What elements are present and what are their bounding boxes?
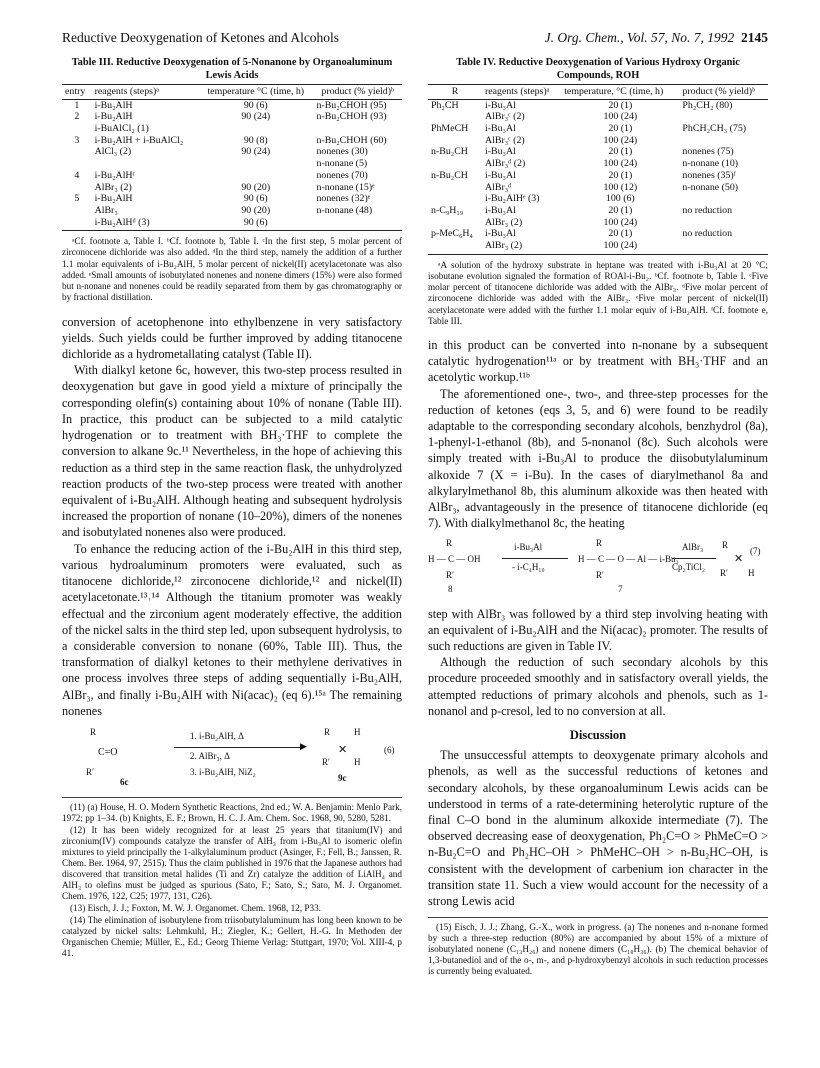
table3-cell: AlBr₃ (2) (94, 181, 132, 193)
table4-row (428, 182, 768, 194)
eq6-arrow (174, 747, 304, 748)
table3-cell (198, 158, 313, 170)
table3 (62, 84, 402, 231)
table4-cell: 100 (24) (561, 240, 679, 254)
table3-cell: i-Bu₂AlH (94, 111, 133, 123)
reference: (12) It has been widely recognized for at least 25 years that titanium(IV) and zirconium(IV) compounds catalyze the transfer of AlH₃ from i-Bu₃Al to isomeric olefin mixtures to yield principally the 1-alkylaluminum product (Asinger, F.; Fell, B.; Janssen, R. Chem. Ber. 1964, 97, 2515). Thus the claim published in 1976 that the Japanese authors had discovered that transition metal halides (Ti and Zr) catalyze the addition of LiAlH₄ and AlH₃ to olefins must be judged as spurious (Sato, F.; Sato, S.; Sato, M. J. Organomet. Chem. 1976, 122, C25; 1977, 131, C26). (62, 825, 402, 902)
table3-cell: 90 (6) (198, 217, 313, 231)
eq7-prod-h: H (748, 567, 755, 578)
table4-cell: AlBr₃ (2) (484, 216, 523, 228)
table4-cell: n-Bu₂CH (431, 146, 468, 158)
table4-cell: p-MeC₆H₄ (431, 228, 473, 240)
table3-cell (62, 217, 92, 231)
table3-cell: i-Bu₂AlH (94, 193, 133, 205)
equation-6 (62, 725, 402, 789)
paragraph: step with AlBr₃ was followed by a third step involving heating with an equivalent of i-Bu₂AlH and the Ni(acac)₂ promoter. The results of such reductions are given in Table IV. (428, 606, 768, 653)
table4-cell: i-Bu₃Al (484, 123, 516, 135)
table3-cell: 90 (6) (243, 99, 268, 111)
table3-cell (313, 123, 402, 135)
eq7-r-mid: R (596, 537, 603, 548)
table4-cell: nonenes (35)ᶠ (682, 169, 736, 181)
eq6-rp-label: R′ (86, 767, 94, 778)
eq6-r-label: R (90, 727, 97, 738)
table3-cell (62, 158, 92, 170)
reference: (11) (a) House, H. O. Modern Synthetic Reactions, 2nd ed.; W. A. Benjamin: Menlo Park, 1972; pp 1–34. (b) Knights, E. F.; Brown, H. C. J. Am. Chem. Soc. 1968, 90, 5280, 5281. (62, 802, 402, 824)
eq6-prod-center: ✕ (338, 744, 348, 757)
table4-cell (679, 135, 768, 147)
table4-cell: i-Bu₃Al (484, 146, 516, 158)
table4-cell: AlBr₃ᶜ (2) (484, 111, 525, 123)
reference: (15) Eisch, J. J.; Zhang, G.-X., work in progress. (a) The nonenes and n-nonane formed by such a three-step reduction (80%) are accompanied by about 15% of a mixture of isobutylated nonene (C₁₃H₂₆) and nonene dimers (C₁₈H₃₆). (b) The chemical behavior of 1,3-butanediol and of the o-, m-, and p-hydroxybenzyl alcohols in such reduction processes is currently being evaluated. (428, 922, 768, 977)
table4-cell (428, 158, 482, 170)
table3-cell (62, 205, 92, 217)
table3-row (62, 99, 402, 111)
eq7-cond1b: - i-C₄H₁₀ (512, 561, 545, 572)
page-number: 2145 (741, 30, 768, 45)
table4-cell (679, 217, 768, 229)
eq7-arrow2 (672, 558, 716, 559)
reference: (14) The elimination of isobutylene from triisobutylaluminum has long been known to be catalyzed by nickel salts: Lehmkuhl, H.; Ziegler, K.; Gellert, H.-G. In Methoden der Organischen Chemie; Müller, E., Ed.; Georg Thieme Verlag: Stuttgart, 1970; Vol. XIII-4, p 41. (62, 915, 402, 959)
table3-cell: 1 (74, 99, 80, 111)
table3-footnote: ᵃCf. footnote a, Table I. ᵇCf. footnote b, Table I. ᶜIn the first step, 5 molar percent of zirconocene dichloride was also added. ᵈIn the third step, namely the addition of a further 1.1 molar equivalents of i-Bu₂AlH, 5 molar percent of nickel(II) acetylacetonate was also added. ᵉSmall amounts of isobutylated nonenes and nonene dimers (15%) were also formed but n-nonane and nonenes could be readily separated from them by gas chromatography or by fractional distillation. (62, 236, 402, 303)
eq7-rp-bottom: R′ (446, 569, 454, 580)
table4-cell (428, 182, 482, 194)
table4-cell (679, 111, 768, 123)
table4-cell (428, 193, 482, 205)
eq6-carbonyl: C=O (98, 747, 118, 759)
table4-caption: Table IV. Reductive Deoxygenation of Various Hydroxy Organic Compounds, ROH (456, 57, 740, 81)
table4-header: product (% yield)ᵇ (679, 85, 768, 100)
table3-cell: 5 (74, 193, 80, 205)
table4-cell: 20 (1) (608, 169, 633, 181)
paragraph: The aforementioned one-, two-, and three-step processes for the reduction of ketones (eqs 3, 5, and 6) were found to be readily adaptable to the corresponding secondary alcohols, benzhydrol (8a), 1-phenyl-1-ethanol (8b), and 5-nonanol (8c). Such alcohols were simply treated with i-Bu₃Al to produce the diisobutylaluminum alkoxide 7 (X = i-Bu). In the cases of diarylmethanol 8a and alkylarylmethanol 8b, this aluminum alkoxide was then heated with AlBr₃, advantageously in the presence of titanocene dichloride (eq 7). With dialkylmethanol 8c, the heating (428, 386, 768, 531)
journal-citation: J. Org. Chem., Vol. 57, No. 7, 1992 2145 (544, 30, 768, 45)
table3-cell: 90 (6) (243, 193, 268, 205)
table4-cell (428, 135, 482, 147)
table3-row (62, 146, 402, 158)
table3-cell: 3 (74, 134, 80, 146)
table4-cell: n-nonane (10) (682, 158, 739, 170)
table4-cell: 20 (1) (608, 99, 633, 111)
table4-row (428, 146, 768, 158)
table4-cell: i-Bu₃Al (484, 99, 516, 111)
table4-cell: 20 (1) (608, 123, 633, 135)
table3-cell: AlBr₃ (94, 204, 118, 216)
paragraph: To enhance the reducing action of the i-Bu₂AlH in this third step, various hydroaluminum promoters were evaluated, such as titanocene dichloride,¹² zirconocene dichloride,¹² and nickel(II) acetylacetonate.¹³˒¹⁴ Although the titanium promoter was weakly effectual and the zirconium agent moderately effective, the addition of the nickel salts in the third step led, upon subsequent hydrolysis, to a considerable conversion to nonane (60%, Table III). Thus, the transformation of dialkyl ketones to their methylene derivatives in one process involves three steps of adding sequentially i-Bu₂AlH, AlBr₃, and finally i-Bu₂AlH with Ni(acac)₂ (eq 6).¹⁵ᵃ The remaining nonenes (62, 541, 402, 718)
table4-cell: n-nonane (50) (682, 181, 739, 193)
table3-cell: 90 (8) (243, 134, 268, 146)
table3-caption: Table III. Reductive Deoxygenation of 5-Nonanone by Organoaluminum Lewis Acids (71, 57, 393, 81)
table4-header: temperature, °C (time, h) (561, 85, 679, 100)
table3-cell: 90 (24) (241, 111, 271, 123)
table3-cell (62, 182, 92, 194)
table4-cell: 100 (24) (603, 158, 638, 170)
table3-row (62, 123, 402, 135)
table3-row (62, 111, 402, 123)
table3-header: product (% yield)ᵇ (313, 85, 402, 100)
table4-cell (428, 111, 482, 123)
table4-cell: n-Bu₂CH (431, 169, 468, 181)
eq7-alkoxide: H — C — O — Al — i-Bu₂ (578, 553, 679, 564)
left-column (62, 56, 402, 960)
right-references (428, 917, 768, 977)
table3-cell (62, 123, 92, 135)
table3-cell (92, 158, 199, 170)
table3-header: reagents (steps)ᵃ (92, 85, 199, 100)
table3-cell: n-Bu₂CHOH (60) (316, 134, 387, 146)
left-references (62, 797, 402, 959)
right-body-text-2 (428, 606, 768, 720)
table4-cell: no reduction (682, 204, 733, 216)
eq7-rp-mid: R′ (596, 569, 604, 580)
table4-cell (679, 240, 768, 254)
paragraph: With dialkyl ketone 6c, however, this two-step process resulted in deoxygenation but gave in good yield a mixture of principally the corresponding olefin(s) containing about 10% of nonane (Table III). In practice, this product can be subjected to a mild catalytic hydrogenation or to treatment with BH₃·THF to complete the conversion to alkane 9c.¹¹ Nevertheless, in the hope of achieving this reduction as a third step in the same reaction flask, the unhydrolyzed reaction products of the two-step process were treated with another equivalent of i-Bu₂AlH. Although heating and subsequent hydrolysis increased the proportion of nonane (10–20%), dimers of the nonenes and isobutylated nonenes also were produced. (62, 363, 402, 540)
table3-cell: i-Bu₂AlH (94, 99, 133, 111)
table4-cell: 20 (1) (608, 204, 633, 216)
table3-cell: 2 (74, 111, 80, 123)
table3-cell: n-nonane (5) (316, 158, 368, 170)
eq7-arrow1 (502, 558, 568, 559)
table3-row (62, 158, 402, 170)
table4-row (428, 193, 768, 205)
table4-cell (679, 193, 768, 205)
eq6-number: (6) (384, 745, 395, 756)
table3-cell: AlCl₃ (2) (94, 146, 132, 158)
eq7-cond2: AlBr₃ (682, 541, 704, 552)
table3-cell: i-Bu₂AlH + i-BuAlCl₂ (94, 134, 184, 146)
right-column (428, 56, 768, 978)
table4-cell: 100 (24) (603, 134, 638, 146)
table3-row (62, 182, 402, 194)
table4-cell: n-C₉H₁₉ (431, 204, 464, 216)
table4-row (428, 111, 768, 123)
table3-cell: nonenes (70) (316, 169, 368, 181)
table3-cell: n-Bu₂CHOH (95) (316, 99, 387, 111)
table3-cell: 90 (20) (241, 181, 271, 193)
eq7-r-top: R (446, 537, 453, 548)
paragraph: Although the reduction of such secondary alcohols by this procedure proceeded smoothly and in satisfactory overall yields, the attempted reductions of primary alcohols and phenols, such as 1-nonanol and p-cresol, led to no conversion at all. (428, 655, 768, 718)
table3-cell (198, 123, 313, 135)
table3-cell: 90 (24) (241, 146, 271, 158)
table4-header: reagents (steps)ᵃ (482, 85, 561, 100)
eq7-prod-rp: R′ (720, 567, 728, 578)
paragraph: conversion of acetophenone into ethylbenzene in very satisfactory yields. Such yields could be further improved by adding titanocene dichloride as a hydrometallating catalyst (Table II). (62, 314, 402, 361)
table4-row (428, 170, 768, 182)
eq7-cond2b: Cp₂TiCl₂ (672, 561, 705, 572)
table4-cell: i-Bu₃Al (484, 169, 516, 181)
eq6-prod-h2: H (354, 757, 361, 768)
eq7-label-7: 7 (618, 583, 623, 594)
table4-row (428, 228, 768, 240)
eq6-condition: 1. i-Bu₂AlH, Δ (190, 731, 244, 742)
table4-cell: AlBr₃ᵈ (2) (484, 158, 526, 170)
table3-cell: 4 (74, 169, 80, 181)
table3-cell: i-BuAlCl₂ (1) (94, 123, 149, 135)
table4-row (428, 99, 768, 111)
table4-cell: Ph₂CH (431, 99, 459, 111)
eq6-start-label: 6c (120, 777, 129, 788)
table3-cell (62, 146, 92, 158)
table3-header: entry (62, 85, 92, 100)
table4-cell: i-Bu₃Al (484, 228, 516, 240)
discussion-body (428, 747, 768, 909)
table4-cell: 100 (24) (603, 216, 638, 228)
table3-row (62, 135, 402, 147)
table3-cell: i-Bu₂AlHᶜ (94, 169, 136, 181)
table3-header: temperature °C (time, h) (198, 85, 313, 100)
table3-cell: i-Bu₂AlHᵈ (3) (92, 217, 199, 231)
paragraph: in this product can be converted into n-nonane by a subsequent catalytic hydrogenation¹¹ᵃ or by treatment with BH₃·THF and an acetolytic workup.¹¹ᵇ (428, 337, 768, 385)
table4-footnote: ᵃA solution of the hydroxy substrate in heptane was treated with i-Bu₃Al at 20 °C; isobutane evolution signaled the formation of ROAl-i-Bu₂. ᵇCf. footnote b, Table I. ᶜFive molar percent of titanocene dichloride was added with the AlBr₃. ᵈFive molar percent of zirconocene dichloride was added with the AlBr₃. ᵉFive molar percent of nickel(II) acetylacetonate were added with the further 1.1 molar equiv of i-Bu₂AlH. ᶠCf. footnote e, Table III. (428, 259, 768, 326)
table3-cell: 90 (20) (241, 204, 271, 216)
eq6-condition: 3. i-Bu₂AlH, NiZ₂ (190, 767, 256, 778)
eq6-condition: 2. AlBr₃, Δ (190, 751, 230, 762)
table4-cell: 100 (6) (605, 193, 635, 205)
table3-row (62, 217, 402, 231)
reference: (13) Eisch, J. J.; Foxton, M. W. J. Organomet. Chem. 1968, 12, P33. (70, 903, 321, 914)
table4-cell: 20 (1) (608, 228, 633, 240)
table3-cell: n-nonane (48) (316, 204, 373, 216)
left-body-text (62, 314, 402, 719)
table3-cell: n-Bu₂CHOH (93) (316, 111, 387, 123)
eq6-prod-h: H (354, 727, 361, 738)
table4-cell: 100 (12) (603, 181, 638, 193)
table4-row (428, 135, 768, 147)
table4-cell: PhMeCH (431, 123, 469, 135)
eq6-prod-rp: R′ (322, 757, 330, 768)
eq7-prod-center: ✕ (734, 552, 744, 565)
discussion-heading: Discussion (569, 728, 627, 743)
table4-cell: 20 (1) (608, 146, 633, 158)
table4-row (428, 240, 768, 254)
table4-cell: AlBr₃ᵈ (484, 181, 512, 193)
table4 (428, 84, 768, 255)
table4-cell: i-Bu₃Al (484, 204, 516, 216)
eq6-product-label: 9c (338, 773, 347, 784)
equation-7 (428, 538, 768, 598)
table3-row (62, 205, 402, 217)
table3-cell: n-nonane (15)ᵉ (316, 181, 375, 193)
table3-cell: nonenes (30) (316, 146, 368, 158)
table4-header: R (428, 85, 482, 100)
table3-cell: nonenes (32)ᵉ (316, 193, 371, 205)
eq7-alcohol: H — C — OH (428, 553, 481, 564)
right-body-text (428, 337, 768, 532)
table3-cell (313, 217, 402, 231)
table4-row (428, 123, 768, 135)
table4-row (428, 205, 768, 217)
table4-cell: 100 (24) (603, 111, 638, 123)
paragraph: The unsuccessful attempts to deoxygenate primary alcohols and phenols, as well as the successful reductions of ketones and secondary alcohols, by these organoaluminum Lewis acids can be understood in terms of a rate-determining heterolytic rupture of the final C–O bond in the aluminum alkoxide intermediate (7). The observed decreasing ease of deoxygenation, Ph₂C=O > PhMeC=O > n-Bu₂C=O and Ph₂HC–OH > PhMeHC–OH > n-Bu₂HC–OH, is consistent with the development of carbenium ion character in the transition state 11. Such a view would account for the necessity of a strong Lewis acid (428, 748, 768, 909)
table3-row (62, 170, 402, 182)
table4-cell: i-Bu₂AlHᵉ (3) (484, 193, 540, 205)
table4-cell (428, 217, 482, 229)
table4-cell (428, 240, 482, 254)
eq7-number: (7) (750, 545, 761, 556)
eq6-prod-r: R (324, 727, 331, 738)
table4-cell: no reduction (682, 228, 733, 240)
eq7-cond1: i-Bu₃Al (514, 541, 543, 552)
running-title: Reductive Deoxygenation of Ketones and Alcohols (62, 30, 340, 45)
table4-cell: AlBr₃ᶜ (2) (484, 134, 525, 146)
eq7-prod-r: R (722, 539, 729, 550)
table4-cell: nonenes (75) (682, 146, 734, 158)
table4-row (428, 158, 768, 170)
table4-cell: PhCH₂CH₃ (75) (682, 123, 747, 135)
table3-cell (198, 170, 313, 182)
eq6-arrowhead: ▶ (300, 741, 307, 752)
table4-cell: Ph₂CH₂ (80) (682, 99, 733, 111)
table3-row (62, 193, 402, 205)
eq7-label-8: 8 (448, 583, 453, 594)
table4-row (428, 217, 768, 229)
table4-cell: AlBr₃ (2) (482, 240, 561, 254)
